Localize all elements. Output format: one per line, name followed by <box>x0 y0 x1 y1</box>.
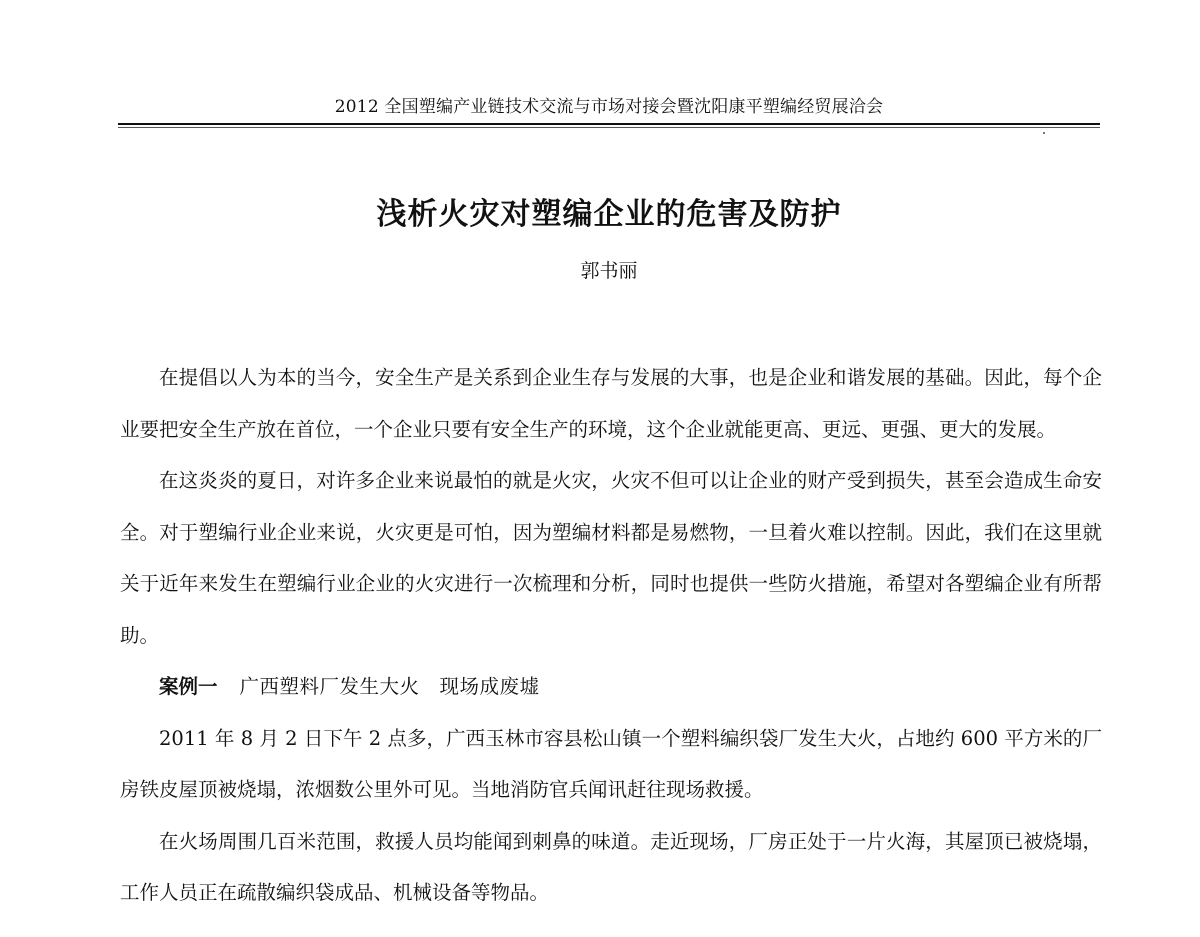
article-body <box>120 352 1102 919</box>
case-paragraph-2: 在火场周围几百米范围，救援人员均能闻到刺鼻的味道。走近现场，厂房正处于一片火海，其屋顶已被烧塌，工作人员正在疏散编织袋成品、机械设备等物品。 <box>120 829 1102 904</box>
case-title: 广西塑料厂发生大火 现场成废墟 <box>239 675 540 698</box>
case-label: 案例一 <box>159 675 218 698</box>
scan-speck <box>1043 132 1045 134</box>
case-paragraph-1: 2011 年 8 月 2 日下午 2 点多，广西玉林市容县松山镇一个塑料编织袋厂发生大火，占地约 600 平方米的厂房铁皮屋顶被烧塌，浓烟数公里外可见。当地消防官兵闻讯赶往现场救援。 <box>120 726 1102 801</box>
intro-paragraph-1: 在提倡以人为本的当今，安全生产是关系到企业生存与发展的大事，也是企业和谐发展的基础。因此，每个企业要把安全生产放在首位，一个企业只要有安全生产的环境，这个企业就能更高、更远、更强、更大的发展。 <box>120 366 1102 441</box>
case-heading <box>120 661 1102 713</box>
intro-paragraph-2: 在这炎炎的夏日，对许多企业来说最怕的就是火灾，火灾不但可以让企业的财产受到损失，甚至会造成生命安全。对于塑编行业企业来说，火灾更是可怕，因为塑编材料都是易燃物，一旦着火难以控制。因此，我们在这里就关于近年来发生在塑编行业企业的火灾进行一次梳理和分析，同时也提供一些防火措施，希望对各塑编企业有所帮助。 <box>120 469 1102 647</box>
header-rule <box>118 123 1100 125</box>
header-rule-thin <box>118 127 1100 128</box>
running-header: 2012 全国塑编产业链技术交流与市场对接会暨沈阳康平塑编经贸展洽会 <box>334 97 884 117</box>
article-title: 浅析火灾对塑编企业的危害及防护 <box>376 197 842 232</box>
article-author: 郭书丽 <box>580 260 638 282</box>
